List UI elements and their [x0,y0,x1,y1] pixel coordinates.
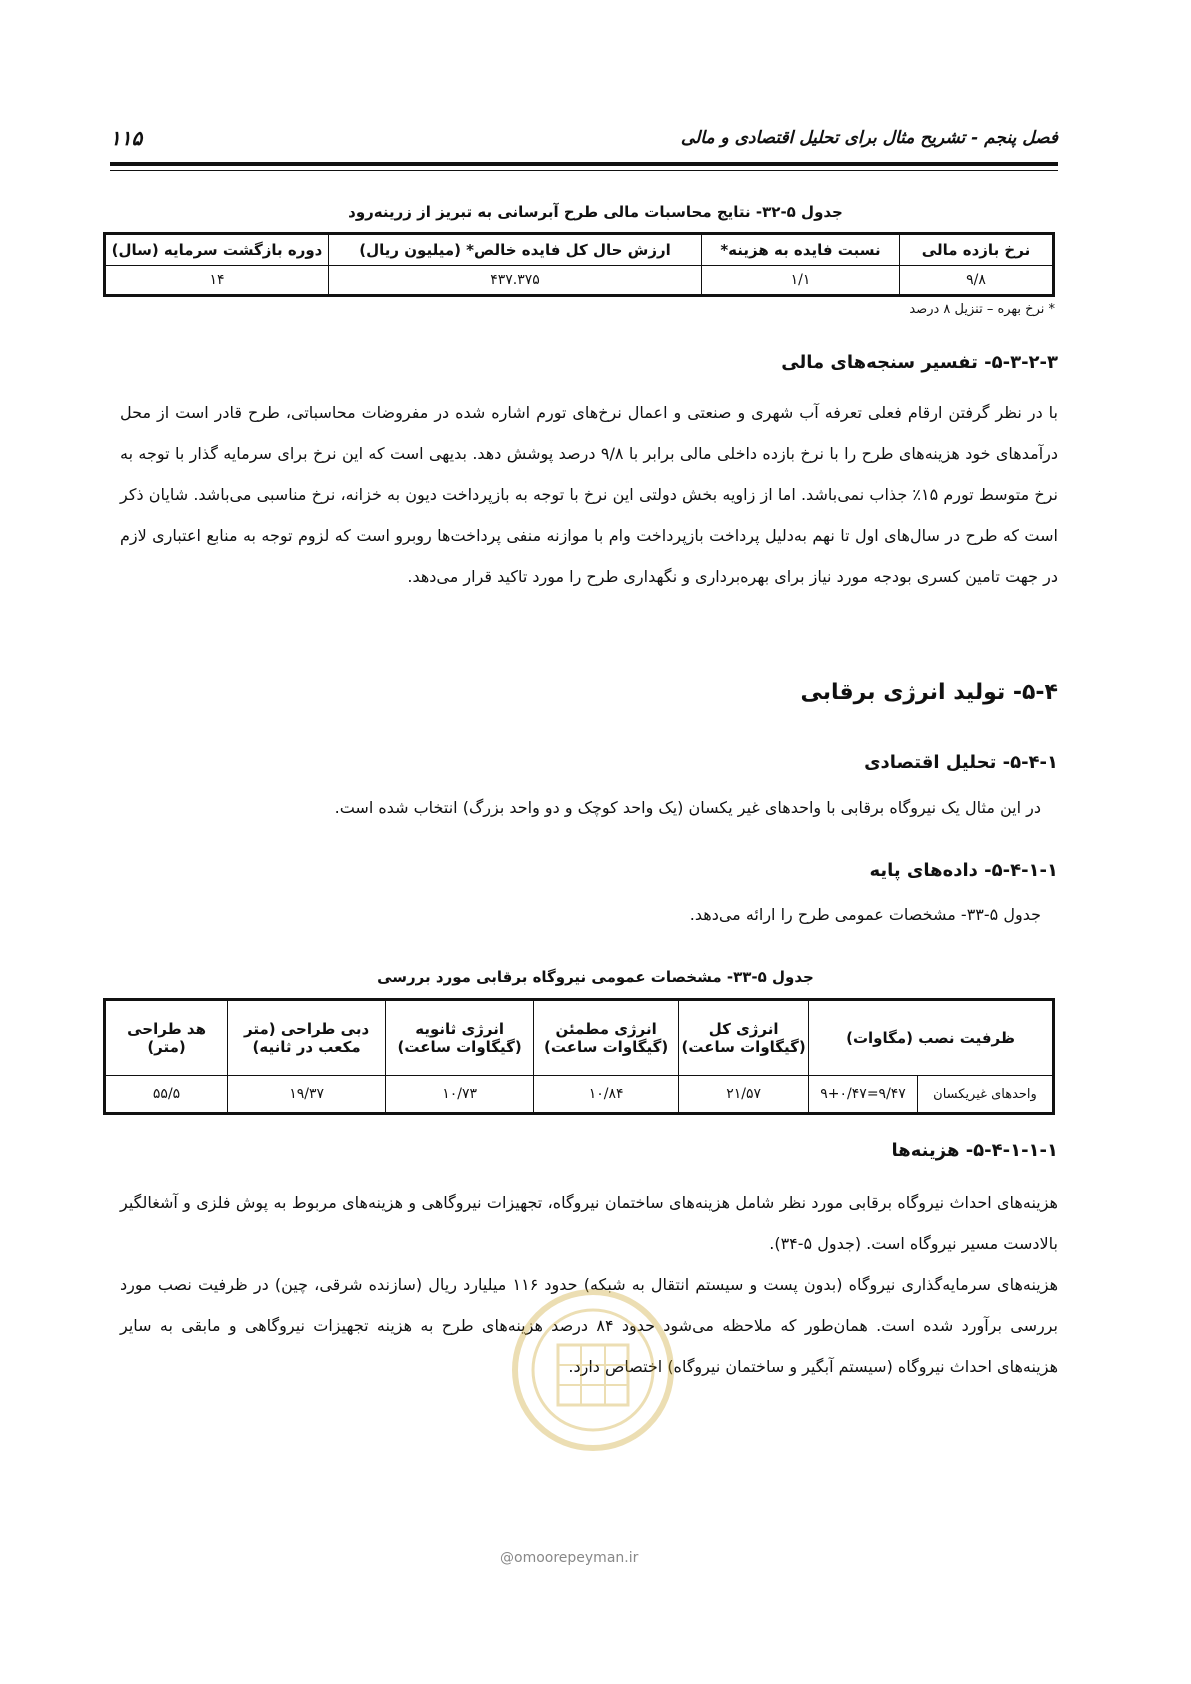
watermark-url: @omoorepeyman.ir [500,1550,639,1566]
table1-header: نسبت فایده به هزینه* [702,234,900,266]
table2-header: انرژی کل (گیگاوات ساعت) [679,1000,809,1076]
section-heading: ۵-۴-۱-۱-۱- هزینه‌ها [891,1140,1058,1161]
table2-cell: ۲۱/۵۷ [679,1076,809,1114]
paragraph: با در نظر گرفتن ارقام فعلی تعرفه آب شهری و صنعتی و اعمال نرخ‌های تورم اشاره شده در مفروضات محاسباتی، طرح قادر است از محل درآمدهای خود هزینه‌های طرح را با نرخ بازده داخلی مالی برابر با ۹/۸ درصد پوشش دهد. بدیهی است که این نرخ برای سرمایه گذار با توجه به نرخ متوسط تورم ۱۵٪ جذاب نمی‌باشد. اما از زاویه بخش دولتی این نرخ با توجه به بازپرداخت دیون به خزانه، نرخ مناسبی می‌باشد. شایان ذکر است که طرح در سال‌های اول تا نهم به‌دلیل پرداخت بازپرداخت وام با موازنه منفی پرداخت‌ها روبرو است که لزوم توجه به منابع اعتباری لازم در جهت تامین کسری بودجه مورد نیاز برای بهره‌برداری و نگهداری طرح را مورد تاکید قرار می‌دهد. [120,403,1059,586]
hydropower-specs-table [103,998,1055,1115]
section-heading: ۵-۴-۱-۱- داده‌های پایه [869,860,1058,881]
page-header [110,128,1058,162]
header-rule-thin [110,170,1058,171]
paragraph: جدول ۵-۳۳- مشخصات عمومی طرح را ارائه می‌دهد. [689,905,1041,924]
section-heading: ۵-۴- تولید انرژی برقابی [800,680,1058,705]
table2-cell: ۱۹/۳۷ [228,1076,386,1114]
table2-header: هد طراحی (متر) [105,1000,228,1076]
table1-header: نرخ بازده مالی [900,234,1054,266]
section-heading: ۵-۴-۱- تحلیل اقتصادی [864,752,1058,773]
paragraph: هزینه‌های احداث نیروگاه برقابی مورد نظر شامل هزینه‌های ساختمان نیروگاه، تجهیزات نیروگاهی و هزینه‌های مربوط به پوش فلزی و آشغالگیر بالادست مسیر نیروگاه است. (جدول ۵-۳۴). [120,1193,1058,1253]
paragraph: در این مثال یک نیروگاه برقابی با واحدهای غیر یکسان (یک واحد کوچک و دو واحد بزرگ) انتخاب شده است. [334,798,1041,817]
chapter-title: فصل پنجم - تشریح مثال برای تحلیل اقتصادی و مالی [680,128,1058,148]
table2-cell: ۹/۴۷=۹+۰/۴۷ [809,1076,918,1114]
table1-cell: ۹/۸ [900,266,1054,296]
table1-caption: جدول ۵-۳۲- نتایج محاسبات مالی طرح آبرسانی به تبریز از زرینه‌رود [348,203,843,221]
header-rule [110,162,1058,166]
table2-header: انرژی مطمئن (گیگاوات ساعت) [534,1000,679,1076]
table2-header: انرژی ثانویه (گیگاوات ساعت) [386,1000,534,1076]
table1-header: ارزش حال کل فایده خالص* (میلیون ریال) [329,234,702,266]
paragraph: هزینه‌های سرمایه‌گذاری نیروگاه (بدون پست و سیستم انتقال به شبکه) حدود ۱۱۶ میلیارد ریال (سازنده شرقی، چین) در ظرفیت نصب مورد بررسی برآورد شده است. همان‌طور که ملاحظه می‌شود حدود ۸۴ درصد هزینه‌های طرح به هزینه تجهیزات نیروگاهی و مابقی به سایر هزینه‌های احداث نیروگاه (سیستم آبگیر و ساختمان نیروگاه) اختصاص دارد. [120,1275,1059,1376]
table2-caption: جدول ۵-۳۳- مشخصات عمومی نیروگاه برقابی مورد بررسی [377,968,814,986]
table2-cell: ۱۰/۸۴ [534,1076,679,1114]
table2-header: دبی طراحی (متر مکعب در ثانیه) [228,1000,386,1076]
table1-cell: ۱۴ [105,266,329,296]
table2-cell: واحدهای غیریکسان [918,1076,1054,1114]
table1-header: دوره بازگشت سرمایه (سال) [105,234,329,266]
table2-cell: ۱۰/۷۳ [386,1076,534,1114]
table2-cell: ۵۵/۵ [105,1076,228,1114]
watermark-logo [508,1275,678,1455]
table1-cell: ۴۳۷.۳۷۵ [329,266,702,296]
table1-cell: ۱/۱ [702,266,900,296]
section-heading: ۵-۳-۲-۳- تفسیر سنجه‌های مالی [781,352,1058,373]
page-number: ۱۱۵ [110,126,143,150]
financial-results-table [103,232,1055,297]
table2-header: ظرفیت نصب (مگاوات) [809,1000,1054,1076]
table1-footnote: * نرخ بهره – تنزیل ۸ درصد [909,302,1055,317]
